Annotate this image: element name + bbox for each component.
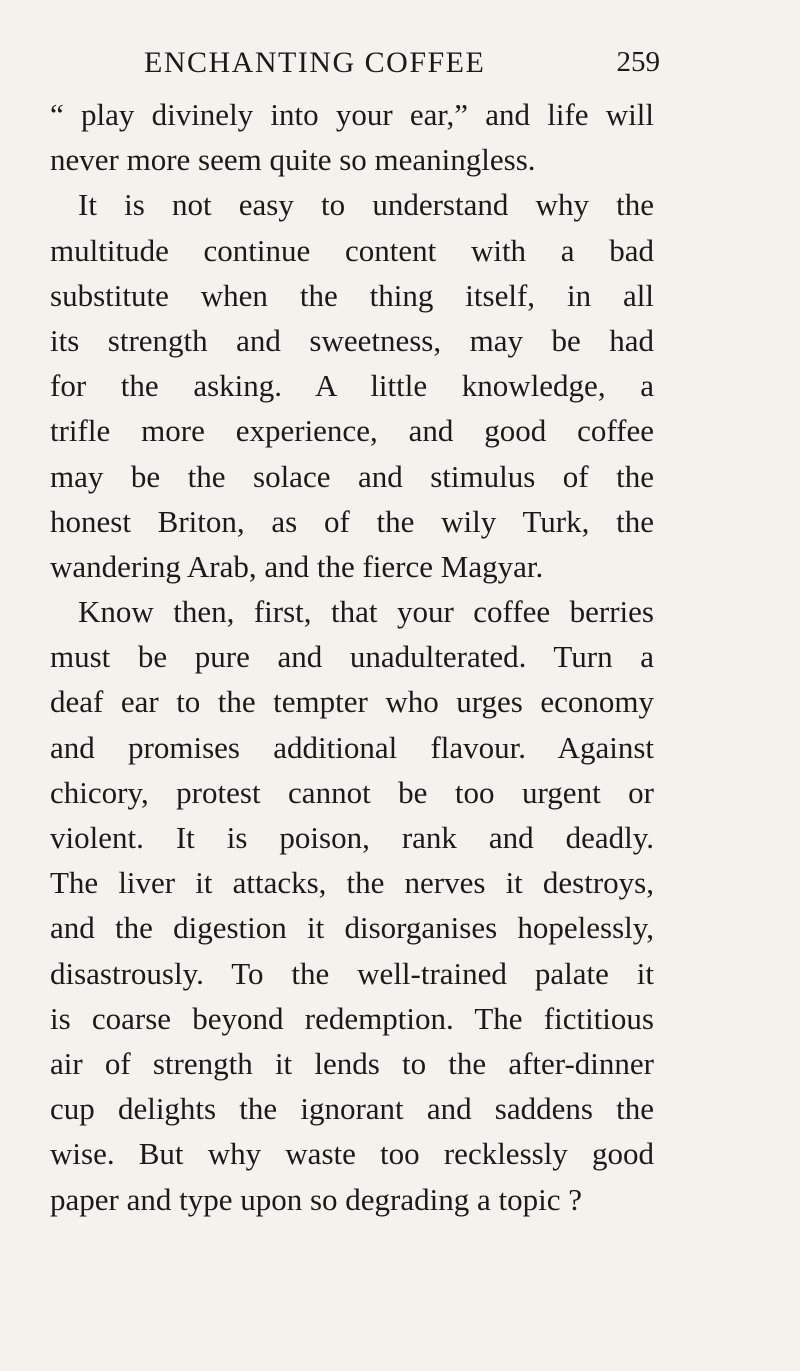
- text-line: The liver it attacks, the nerves it destroys,: [50, 865, 654, 901]
- text-line: and promises additional flavour. Against: [50, 729, 654, 765]
- text-line: its strength and sweetness, may be had: [50, 322, 654, 358]
- running-title: ENCHANTING COFFEE: [144, 46, 486, 79]
- text-line: never more seem quite so meaningless.: [50, 142, 536, 178]
- text-line: deaf ear to the tempter who urges economy: [50, 684, 654, 720]
- running-head: [136, 46, 660, 86]
- text-line: air of strength it lends to the after-dinner: [50, 1045, 654, 1081]
- text-line: disastrously. To the well-trained palate it: [50, 955, 654, 991]
- text-line: honest Briton, as of the wily Turk, the: [50, 503, 654, 539]
- text-line: is coarse beyond redemption. The fictitious: [50, 1000, 654, 1036]
- text-line: It is not easy to understand why the: [78, 187, 654, 223]
- text-line: must be pure and unadulterated. Turn a: [50, 639, 654, 675]
- text-line: wise. But why waste too recklessly good: [50, 1136, 654, 1172]
- text-line: and the digestion it disorganises hopelessly,: [50, 910, 654, 946]
- page-number: 259: [616, 46, 660, 78]
- text-line: wandering Arab, and the fierce Magyar.: [50, 548, 544, 584]
- text-line: cup delights the ignorant and saddens the: [50, 1091, 654, 1127]
- text-line: may be the solace and stimulus of the: [50, 458, 654, 494]
- text-line: multitude continue content with a bad: [50, 232, 654, 268]
- text-line: “ play divinely into your ear,” and life will: [50, 97, 654, 132]
- text-line: trifle more experience, and good coffee: [50, 413, 654, 449]
- text-line: substitute when the thing itself, in all: [50, 277, 654, 313]
- text-line: chicory, protest cannot be too urgent or: [50, 774, 654, 810]
- text-line: violent. It is poison, rank and deadly.: [50, 820, 654, 855]
- text-line: for the asking. A little knowledge, a: [50, 368, 654, 404]
- body-text: [50, 92, 654, 1222]
- text-line: paper and type upon so degrading a topic ?: [50, 1181, 582, 1217]
- text-line: Know then, first, that your coffee berries: [78, 594, 654, 630]
